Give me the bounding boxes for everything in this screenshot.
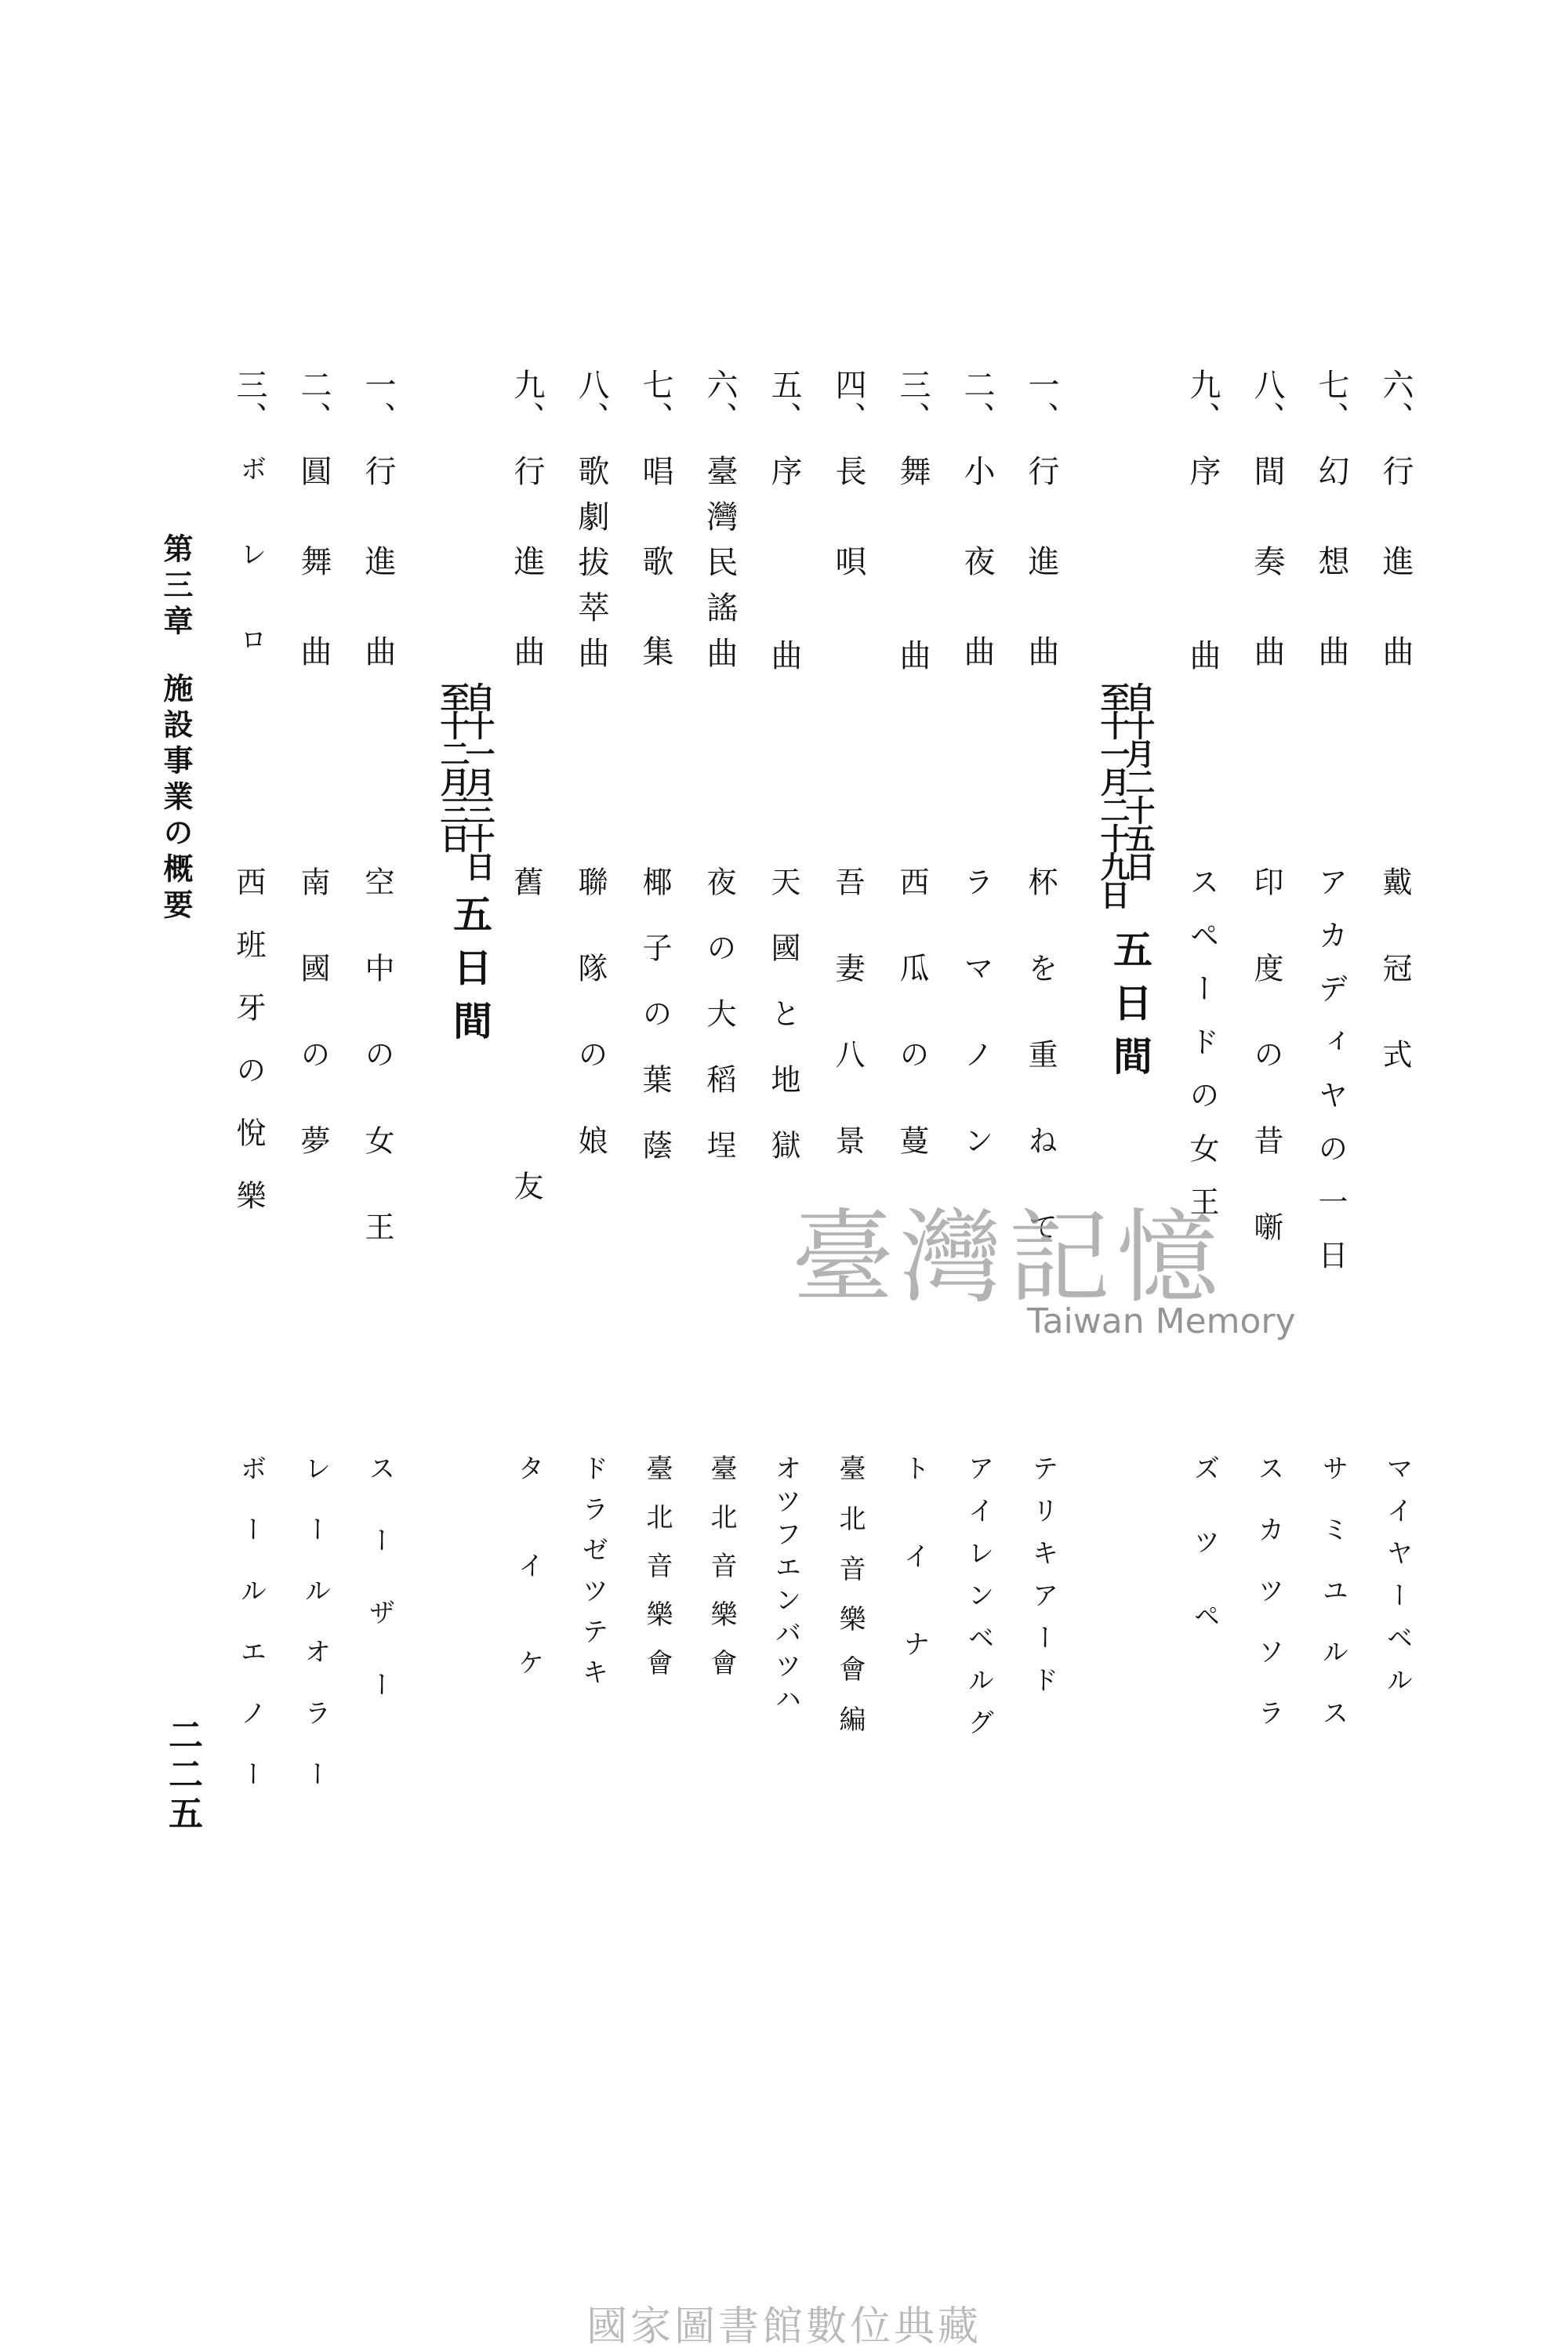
program-date-from: 自十一月三十日 [460,682,495,880]
item-piece: アカディヤの一日 [1313,866,1348,1293]
item-title: 行進曲 [1377,455,1414,725]
item-number: 六、 [702,368,738,434]
item-number: 一、 [1023,368,1059,434]
item-number: 八、 [1249,368,1285,434]
item-composer: マイヤーベル [1381,1454,1413,1708]
item-number: 九、 [509,368,545,434]
item-piece: 西瓜の蔓 [895,866,929,1211]
item-piece: スペードの女王 [1185,866,1219,1240]
chapter-label: 第三章 [158,533,194,641]
item-composer: テリキアード [1027,1454,1058,1708]
item-composer: ボールエノー [235,1454,267,1821]
watermark-english: Taiwan Memory [1027,1301,1296,1341]
item-composer: 臺北音樂會 [641,1454,673,1697]
item-number: 九、 [1185,368,1221,434]
item-title: 唱歌集 [637,455,673,725]
item-composer: オツフエンバツハ [770,1454,801,1718]
item-number: 七、 [637,368,673,434]
item-composer: トイナ [898,1454,930,1718]
item-piece: 南國の夢 [296,866,330,1211]
item-number: 二、 [296,368,332,434]
item-composer: サミユルス [1317,1454,1348,1760]
section-title: 施設事業の概要 [158,673,194,925]
program-period: 五日間 [1107,929,1153,1089]
item-number: 一、 [360,368,396,434]
program-date-from: 自十月二十五日 [1120,682,1156,880]
program-period: 五日間 [447,894,493,1054]
item-title: 臺灣民謠曲 [702,455,738,682]
item-number: 五、 [766,368,802,434]
item-title: 序曲 [1185,455,1221,823]
running-header [158,533,194,925]
item-piece: 戴冠式 [1377,866,1412,1125]
watermark-chinese: 臺灣記憶 [792,1198,1225,1317]
item-number: 八、 [573,368,609,434]
item-piece: ラマノン [959,866,993,1211]
item-title: ボレロ [235,455,267,711]
program-date-to: 至十二月三日 [435,682,470,851]
item-composer: ドラゼツテキ [577,1454,608,1699]
item-title: 行進曲 [360,455,396,725]
item-title: 圓舞曲 [296,455,332,725]
item-number: 六、 [1377,368,1414,434]
item-title: 幻想曲 [1313,455,1349,725]
item-piece: 吾妻八景 [830,866,865,1211]
item-composer: タイケ [513,1454,544,1746]
program-date-to: 至十一月二十九日 [1095,682,1131,908]
item-number: 三、 [895,368,931,434]
item-number: 四、 [830,368,866,434]
item-title: 長唄 [830,455,866,635]
item-number: 七、 [1313,368,1349,434]
item-title: 歌劇拔萃曲 [573,455,609,682]
item-composer: 臺北音樂會 [706,1454,737,1697]
item-title: 間奏曲 [1249,455,1285,725]
footer-collection-label: 國家圖書館數位典藏 [586,2303,982,2350]
item-piece: 舊友 [509,866,543,1475]
item-title: 小夜曲 [959,455,995,725]
item-piece: 夜の大稻埕 [702,866,736,1196]
item-piece: 椰子の葉蔭 [637,866,672,1196]
item-title: 序曲 [766,455,802,823]
item-piece: 空中の女王 [360,866,394,1298]
item-composer: アイレンベルグ [963,1454,994,1751]
item-composer: ズツペ [1189,1454,1220,1675]
item-composer: スカツソラ [1253,1454,1284,1760]
item-piece: 天國と地獄 [766,866,800,1196]
item-composer: 臺北音樂會編 [834,1454,866,1755]
item-piece: 杯を重ねて [1023,866,1058,1298]
item-number: 二、 [959,368,995,434]
item-title: 行進曲 [1023,455,1059,725]
item-piece: 聯隊の娘 [573,866,608,1211]
item-title: 舞曲 [895,455,931,823]
item-composer: レールオラー [299,1454,331,1821]
item-title: 行進曲 [509,455,545,725]
item-number: 三、 [231,368,267,434]
item-piece: 印度の昔噺 [1249,866,1283,1298]
item-composer: スーザー [364,1454,395,1743]
item-piece: 西班牙の悅樂 [231,866,266,1243]
page-number: 二二五 [162,1717,202,1835]
